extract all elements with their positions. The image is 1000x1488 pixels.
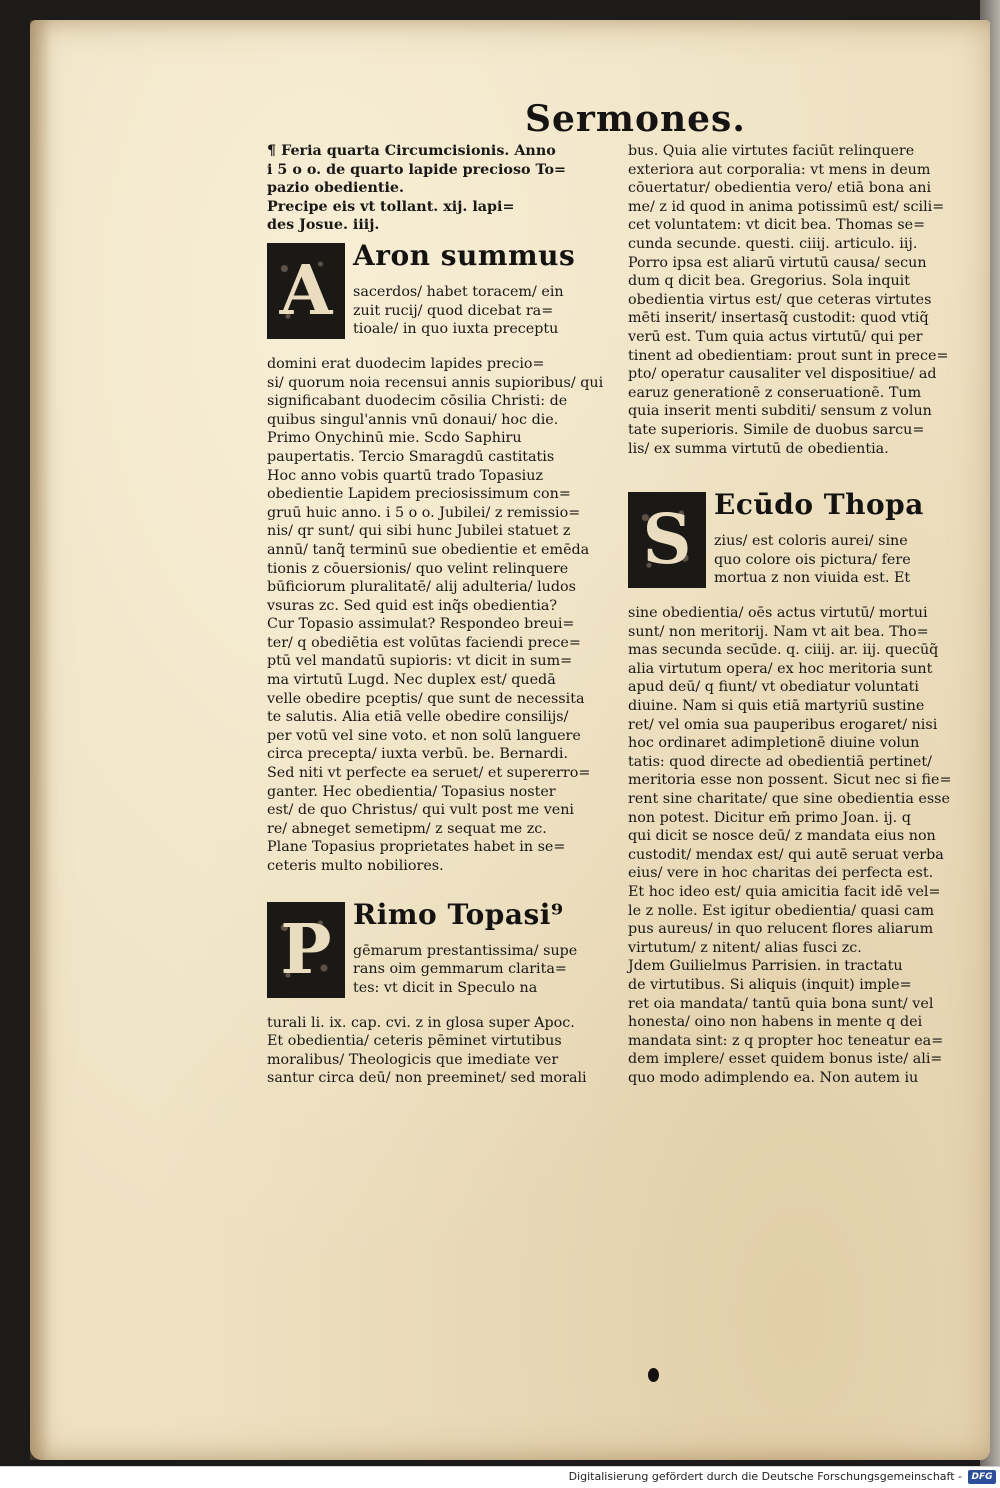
text-line: pus aureus/ in quo relucent flores aliarum [628, 921, 934, 938]
text-line: earuz generationē z conseruationē. Tum [628, 384, 922, 401]
text-line: alia virtutum opera/ ex hoc meritoria sunt [628, 660, 933, 677]
text-line: custodit/ mendax est/ qui autē seruat verba [628, 846, 944, 863]
text-line: circa precepta/ iuxta verbū. be. Bernardi. [267, 746, 569, 763]
text-line: mandata sint: z q propter hoc teneatur ea= [628, 1032, 944, 1049]
section-heading: Rimo Topasi⁹ [353, 897, 564, 931]
text-line: obedientie Lapidem preciosissimum con= [267, 486, 571, 503]
text-line: Jdem Guilielmus Parrisien. in tractatu [628, 958, 903, 975]
text-line: dem implere/ esset quidem bonus iste/ ali= [628, 1051, 943, 1068]
text-line: ter/ q obediētia est volūtas faciendi prece= [267, 634, 581, 651]
text-line: būficiorum pluralitatē/ alij adulteria/ ludos [267, 579, 576, 596]
text-line: domini erat duodecim lapides precio= [267, 355, 545, 372]
text-line: obedientia virtus est/ que ceteras virtutes [628, 291, 932, 308]
section-initial-block [628, 488, 963, 604]
text-line: sunt/ non meritorij. Nam vt ait bea. Tho= [628, 623, 929, 640]
text-line: verū est. Tum quia actus virtutū/ qui per [628, 328, 923, 345]
section-body [628, 142, 963, 458]
text-line: Et hoc ideo est/ quia amicitia facit idē vel= [628, 884, 941, 900]
text-line: le z nolle. Est igitur obedientia/ quasi cam [628, 902, 935, 919]
dfg-logo-icon: DFG [968, 1470, 996, 1484]
text-line: des Josue. iiij. [267, 217, 380, 234]
text-line: hoc ordinaret adimpletionē diuine volun [628, 735, 920, 752]
text-line: eius/ vere in hoc charitas dei perfecta est. [628, 865, 934, 882]
text-line: velle obedire pceptis/ que sunt de necessita [267, 690, 585, 707]
text-line: bus. Quia alie virtutes faciūt relinquere [628, 143, 915, 159]
initial-letter: P [280, 909, 332, 990]
text-line: vsuras zc. Sed quid est inq̃s obedientia? [267, 597, 558, 614]
text-line: cet voluntatem: vt dicit bea. Thomas se= [628, 217, 926, 234]
text-line: virtutum/ z nitent/ alias fusci zc. [628, 939, 862, 956]
section-initial-block [267, 238, 602, 355]
text-line: quo colore ois pictura/ fere [714, 551, 911, 568]
text-line: ganter. Hec obedientia/ Topasius noster [267, 783, 556, 800]
initial-side-lines [353, 283, 564, 339]
ink-blot [648, 1368, 659, 1382]
text-line: gruū huic anno. i 5 o o. Jubilei/ z remissio= [267, 504, 581, 521]
text-line: Primo Onychinū mie. Scdo Saphiru [267, 430, 522, 447]
text-line: Precipe eis vt tollant. xij. lapi= [267, 198, 515, 215]
text-line: ret/ vel omia sua pauperibus erogaret/ nisi [628, 716, 938, 733]
text-line: gēmarum prestantissima/ supe [353, 942, 578, 959]
decorated-initial-a [267, 243, 345, 339]
text-line: rans oim gemmarum clarita= [353, 961, 567, 978]
decorated-initial-p [267, 902, 345, 998]
left-text-column [267, 142, 602, 1088]
text-line: mēti inserit/ insertasq̃ custodit: quod vtiq̃ [628, 310, 929, 327]
right-text-column [628, 142, 963, 1088]
footer-bar [0, 1466, 1000, 1488]
section-body [628, 604, 963, 1087]
text-line: mas secunda secūde. q. ciiij. ar. iij. quecūq̃ [628, 642, 939, 659]
text-line: per votū vel sine voto. et non solū languere [267, 727, 581, 744]
text-line: Et obedientia/ ceteris pēminet virtutibus [267, 1033, 562, 1050]
text-line: santur circa deū/ non preeminet/ sed morali [267, 1070, 587, 1087]
text-line: de virtutibus. Si aliquis (inquit) imple= [628, 976, 912, 993]
text-line: honesta/ oino non habens in mente q dei [628, 1014, 923, 1031]
initial-side-lines [714, 532, 911, 588]
text-line: zuit rucij/ quod dicebat ra= [353, 302, 554, 319]
text-line: tinent ad obedientiam: prout sunt in prece= [628, 347, 949, 364]
text-line: significabant duodecim cōsilia Christi: de [267, 393, 568, 410]
section-gap [267, 876, 602, 894]
text-line: cōuertatur/ obedientia vero/ etiā bona ani [628, 180, 932, 197]
text-line: Plane Topasius proprietates habet in se= [267, 839, 566, 856]
intro-rubric [267, 142, 602, 235]
text-line: Sed niti vt perfecte ea seruet/ et supererro= [267, 765, 591, 782]
text-line: pto/ operatur causaliter vel dispositiue/ ad [628, 366, 937, 383]
text-line: exteriora aut corporalia: vt mens in deum [628, 161, 931, 178]
initial-side-lines [353, 942, 577, 998]
text-line: dum q dicit bea. Gregorius. Sola inquit [628, 273, 910, 290]
section-gap [628, 458, 963, 484]
text-line: ¶ Feria quarta Circumcisionis. Anno [267, 143, 556, 159]
text-line: qui dicit se nosce deū/ z mandata eius non [628, 828, 936, 845]
text-line: pazio obedientie. [267, 180, 404, 197]
text-line: cunda secunde. questi. ciiij. articulo. iij. [628, 235, 918, 252]
text-line: ma virtutū Lugd. Nec duplex est/ quedā [267, 672, 556, 689]
text-line: tate superioris. Simile de duobus sarcu= [628, 421, 925, 438]
text-line: te salutis. Alia etiā velle obedire consilijs/ [267, 709, 569, 726]
text-line: Cur Topasio assimulat? Respondeo breui= [267, 616, 575, 633]
text-line: tionis z cōuersionis/ quo velint relinquere [267, 560, 569, 577]
funding-note: Digitalisierung gefördert durch die Deutsche Forschungsgemeinschaft - [568, 1470, 962, 1483]
text-line: apud deū/ q fiunt/ vt obediatur voluntati [628, 679, 919, 696]
text-line: est/ de quo Christus/ qui vult post me veni [267, 802, 575, 819]
text-line: tes: vt dicit in Speculo na [353, 979, 538, 996]
text-line: meritoria esse non possent. Sicut nec si fie= [628, 772, 952, 789]
text-line: tatis: quod directe ad obedientiā pertinet/ [628, 753, 932, 770]
text-line: zius/ est coloris aurei/ sine [714, 533, 908, 550]
text-line: mortua z non viuida est. Et [714, 570, 911, 587]
text-line: re/ abneget semetipm/ z sequat me zc. [267, 820, 547, 837]
section-heading: Ecūdo Thopa [714, 488, 924, 522]
text-line: tioale/ in quo iuxta preceptu [353, 321, 559, 338]
section-initial-block [267, 897, 602, 1014]
text-line: turali li. ix. cap. cvi. z in glosa super Apoc. [267, 1014, 575, 1031]
text-line: annū/ tanq̃ terminū sue obedientie et emēda [267, 541, 590, 558]
text-line: moralibus/ Theologicis que imediate ver [267, 1051, 559, 1068]
decorated-initial-s [628, 492, 706, 588]
page-title: Sermones. [525, 98, 746, 140]
text-line: me/ z id quod in anima potissimū est/ scili= [628, 198, 945, 215]
text-line: paupertatis. Tercio Smaragdū castitatis [267, 448, 555, 465]
text-line: sacerdos/ habet toracem/ ein [353, 283, 564, 300]
text-line: quia inserit menti subditi/ sensum z volun [628, 403, 932, 420]
initial-letter: S [642, 500, 692, 581]
text-line: si/ quorum noia recensui annis supioribus/ qui [267, 374, 604, 391]
text-line: Porro ipsa est aliarū virtutū causa/ secun [628, 254, 927, 271]
text-line: quo modo adimplendo ea. Non autem iu [628, 1069, 919, 1086]
text-line: ptū vel mandatū supioris: vt dicit in sum= [267, 653, 573, 670]
initial-letter: A [279, 250, 333, 331]
section-heading: Aron summus [353, 238, 576, 272]
text-line: nis/ qr sunt/ qui sibi hunc Jubilei statuet z [267, 523, 571, 540]
text-line: lis/ ex summa virtutū de obedientia. [628, 440, 889, 457]
text-line: i 5 o o. de quarto lapide precioso To= [267, 161, 567, 178]
text-line: Hoc anno vobis quartū trado Topasiuz [267, 467, 543, 484]
text-line: ret oia mandata/ tantū quia bona sunt/ vel [628, 995, 934, 1012]
text-line: non potest. Dicitur em̄ primo Joan. ij. q [628, 809, 911, 826]
text-line: quibus singul'annis vnū donaui/ hoc die. [267, 411, 559, 428]
section-body [267, 355, 602, 876]
text-line: ceteris multo nobiliores. [267, 858, 444, 874]
section-body [267, 1014, 602, 1088]
text-line: sine obedientia/ oēs actus virtutū/ mortui [628, 605, 928, 622]
text-line: diuine. Nam si quis etiā martyriū sustine [628, 698, 925, 715]
text-line: rent sine charitate/ que sine obedientia esse [628, 791, 950, 808]
